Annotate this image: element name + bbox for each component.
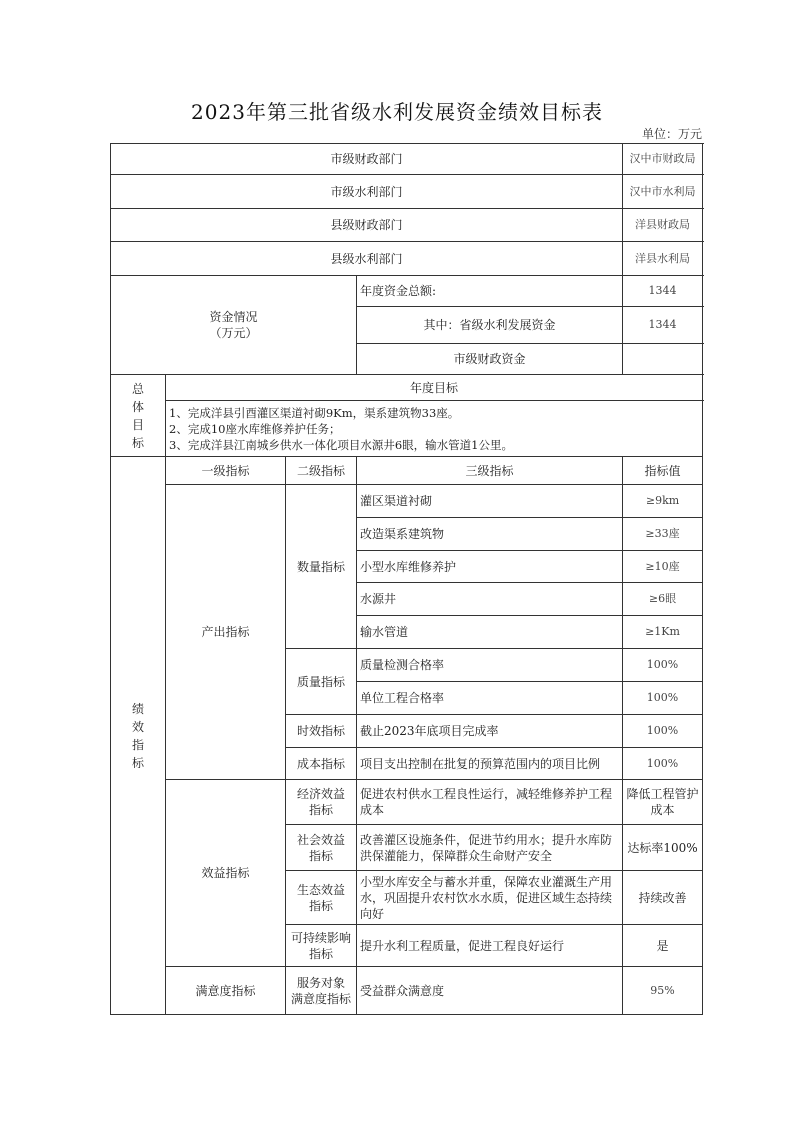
- indicator-name: 截止2023年底项目完成率: [357, 715, 623, 748]
- level2-cost: 成本指标: [286, 748, 357, 780]
- indicator-value: 是: [623, 925, 703, 967]
- indicator-value: 100%: [623, 682, 703, 715]
- dept-value: 汉中市水利局: [623, 175, 703, 209]
- unit-label: 单位：万元: [641, 127, 702, 141]
- level2-quality: 质量指标: [286, 649, 357, 715]
- overall-header: 年度目标: [166, 375, 703, 401]
- header-l2: 二级指标: [286, 457, 357, 485]
- level2-economic: 经济效益 指标: [286, 780, 357, 825]
- indicator-name: 促进农村供水工程良性运行，减轻维修养护工程成本: [357, 780, 623, 825]
- dept-value: 洋县财政局: [623, 209, 703, 242]
- funds-row-label: 年度资金总额:: [357, 276, 623, 307]
- funds-row-label: 市级财政资金: [357, 344, 623, 375]
- header-l3: 三级指标: [357, 457, 623, 485]
- indicator-value: ≥1Km: [623, 616, 703, 649]
- header-l1: 一级指标: [166, 457, 286, 485]
- indicator-name: 改造渠系建筑物: [357, 518, 623, 551]
- indicator-value: 95%: [623, 967, 703, 1015]
- level2-social: 社会效益 指标: [286, 825, 357, 871]
- indicator-value: 100%: [623, 715, 703, 748]
- page-title: 2023年第三批省级水利发展资金绩效目标表: [191, 100, 603, 124]
- indicator-name: 水源井: [357, 583, 623, 616]
- level1-benefit: 效益指标: [166, 780, 286, 967]
- indicator-name: 受益群众满意度: [357, 967, 623, 1015]
- performance-table: [110, 143, 703, 1015]
- indicator-name: 小型水库维修养护: [357, 551, 623, 583]
- indicator-value: 达标率100%: [623, 825, 703, 871]
- level2-quantity: 数量指标: [286, 485, 357, 649]
- level1-output: 产出指标: [166, 485, 286, 780]
- indicator-name: 单位工程合格率: [357, 682, 623, 715]
- indicator-name: 输水管道: [357, 616, 623, 649]
- indicator-value: ≥9km: [623, 485, 703, 518]
- header-val: 指标值: [623, 457, 703, 485]
- level2-sustainable: 可持续影响 指标: [286, 925, 357, 967]
- dept-value: 洋县水利局: [623, 242, 703, 276]
- dept-value: 汉中市财政局: [623, 144, 703, 175]
- level2-timeliness: 时效指标: [286, 715, 357, 748]
- indicator-value: 持续改善: [623, 871, 703, 925]
- indicator-name: 灌区渠道衬砌: [357, 485, 623, 518]
- indicator-value: 100%: [623, 649, 703, 682]
- indicator-name: 提升水利工程质量，促进工程良好运行: [357, 925, 623, 967]
- funds-label: 资金情况 （万元）: [111, 276, 357, 375]
- level2-ecological: 生态效益 指标: [286, 871, 357, 925]
- indicator-value: 100%: [623, 748, 703, 780]
- indicator-name: 改善灌区设施条件，促进节约用水；提升水库防洪保灌能力，保障群众生命财产安全: [357, 825, 623, 871]
- indicator-name: 小型水库安全与蓄水并重，保障农业灌溉生产用水，巩固提升农村饮水水质，促进区域生态持续向好: [357, 871, 623, 925]
- indicator-name: 项目支出控制在批复的预算范围内的项目比例: [357, 748, 623, 780]
- overall-label: 总 体 目 标: [111, 375, 166, 457]
- dept-label: 县级财政部门: [111, 209, 623, 242]
- level2-satisfaction: 服务对象 满意度指标: [286, 967, 357, 1015]
- dept-label: 县级水利部门: [111, 242, 623, 276]
- funds-row-value: 1344: [623, 307, 703, 344]
- funds-row-value: 1344: [623, 276, 703, 307]
- indicator-value: ≥6眼: [623, 583, 703, 616]
- perf-label: 绩 效 指 标: [111, 457, 166, 1015]
- overall-goals: 1、完成洋县引酉灌区渠道衬砌9Km，渠系建筑物33座。 2、完成10座水库维修养护任务； 3、完成洋县江南城乡供水一体化项目水源井6眼，输水管道1公里。: [166, 401, 703, 457]
- funds-row-label: 其中：省级水利发展资金: [357, 307, 623, 344]
- indicator-value: ≥33座: [623, 518, 703, 551]
- dept-label: 市级财政部门: [111, 144, 623, 175]
- indicator-value: 降低工程管护成本: [623, 780, 703, 825]
- level1-satisfaction: 满意度指标: [166, 967, 286, 1015]
- indicator-name: 质量检测合格率: [357, 649, 623, 682]
- dept-label: 市级水利部门: [111, 175, 623, 209]
- indicator-value: ≥10座: [623, 551, 703, 583]
- funds-row-value: [623, 344, 703, 375]
